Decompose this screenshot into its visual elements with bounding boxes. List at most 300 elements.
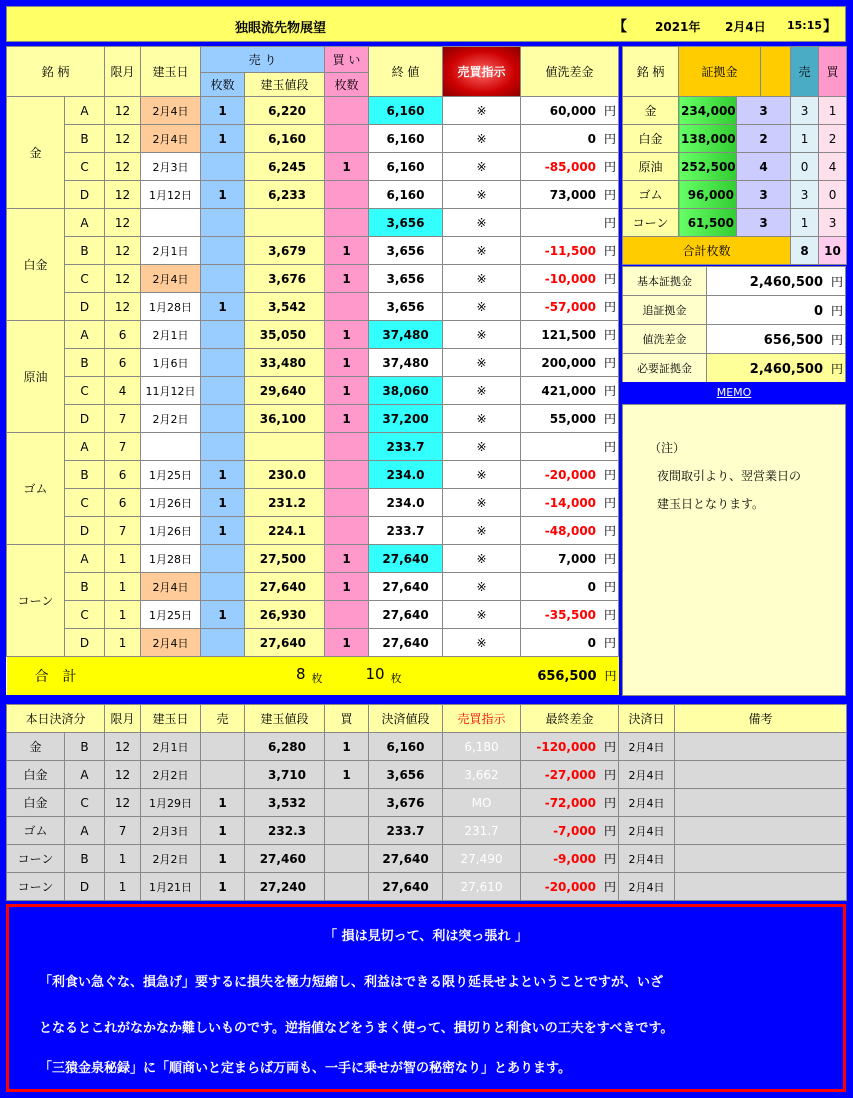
summary-label: 追証拠金 xyxy=(623,296,707,325)
header-year: 2021年 xyxy=(655,20,701,34)
entry-date: 2月1日 xyxy=(141,237,201,265)
position-row xyxy=(7,321,619,349)
position-row xyxy=(7,237,619,265)
position-row xyxy=(7,433,619,461)
trade-instruction: ※ xyxy=(443,209,521,237)
entry-date: 2月1日 xyxy=(141,321,201,349)
close-price: 233.7 xyxy=(369,433,443,461)
settled-commodity: 白金 xyxy=(7,761,65,789)
trade-instruction: ※ xyxy=(443,601,521,629)
entry-price: 230.0 xyxy=(245,461,325,489)
settled-sell-qty xyxy=(201,733,245,761)
settled-sell-qty xyxy=(201,761,245,789)
buy-qty xyxy=(325,125,369,153)
settled-commodity: コーン xyxy=(7,873,65,901)
settled-row xyxy=(7,873,847,901)
position-row xyxy=(7,97,619,125)
buy-qty: 1 xyxy=(325,321,369,349)
yen-unit: 円 xyxy=(830,332,843,347)
close-price: 6,160 xyxy=(369,181,443,209)
settled-entry-date: 2月1日 xyxy=(141,733,201,761)
close-price: 234.0 xyxy=(369,461,443,489)
settled-header-uri: 売 xyxy=(201,705,245,733)
yen-unit: 円 xyxy=(604,104,617,118)
mark-to-market-value: -10,000 xyxy=(544,272,597,286)
header-uri: 売 り xyxy=(201,47,325,73)
mark-to-market xyxy=(521,461,619,489)
settled-header-kessai-nedan: 決済値段 xyxy=(369,705,443,733)
buy-qty xyxy=(325,97,369,125)
sell-qty: 1 xyxy=(201,601,245,629)
settled-key: B xyxy=(65,845,105,873)
mark-to-market xyxy=(521,293,619,321)
position-key: B xyxy=(65,349,105,377)
close-price: 3,656 xyxy=(369,293,443,321)
settled-entry-date: 2月2日 xyxy=(141,845,201,873)
yen-unit: 円 xyxy=(604,188,617,202)
margin-header-kai: 買 xyxy=(819,47,847,97)
mark-to-market-value: 121,500 xyxy=(541,328,597,342)
position-key: D xyxy=(65,629,105,657)
settled-header-saishu: 最終差金 xyxy=(521,705,619,733)
trade-instruction: ※ xyxy=(443,433,521,461)
position-row xyxy=(7,265,619,293)
entry-date: 1月28日 xyxy=(141,545,201,573)
sell-qty xyxy=(201,629,245,657)
settled-header-baibai: 売買指示 xyxy=(443,705,521,733)
trade-instruction: ※ xyxy=(443,321,521,349)
total-diff: 656,500 xyxy=(537,669,597,685)
margin-header-spacer xyxy=(761,47,791,97)
margin-sell: 0 xyxy=(791,153,819,181)
entry-date: 2月4日 xyxy=(141,629,201,657)
position-row xyxy=(7,545,619,573)
margin-sell: 1 xyxy=(791,209,819,237)
trade-instruction: ※ xyxy=(443,461,521,489)
mark-to-market xyxy=(521,405,619,433)
contract-month: 7 xyxy=(105,433,141,461)
sell-qty xyxy=(201,377,245,405)
settled-final-diff xyxy=(521,761,619,789)
settled-header-kai: 買 xyxy=(325,705,369,733)
settled-key: D xyxy=(65,873,105,901)
sell-qty xyxy=(201,349,245,377)
settled-row xyxy=(7,817,847,845)
entry-date: 1月6日 xyxy=(141,349,201,377)
total-sell-unit: 枚 xyxy=(311,672,323,686)
total-sell-qty: 8 xyxy=(295,665,306,684)
entry-price: 3,679 xyxy=(245,237,325,265)
entry-price: 27,640 xyxy=(245,573,325,601)
contract-month: 1 xyxy=(105,629,141,657)
mark-to-market-value: -48,000 xyxy=(544,524,597,538)
position-key: D xyxy=(65,181,105,209)
mark-to-market xyxy=(521,97,619,125)
trade-instruction: ※ xyxy=(443,377,521,405)
buy-qty xyxy=(325,461,369,489)
settled-entry-price: 27,240 xyxy=(245,873,325,901)
mark-to-market xyxy=(521,349,619,377)
mark-to-market xyxy=(521,153,619,181)
margin-summary xyxy=(622,266,846,383)
settled-key: C xyxy=(65,789,105,817)
sell-qty xyxy=(201,433,245,461)
mark-to-market-value: 0 xyxy=(587,132,597,146)
settled-close-price: 3,676 xyxy=(369,789,443,817)
settled-diff-value: -120,000 xyxy=(536,740,597,754)
sell-qty: 1 xyxy=(201,293,245,321)
entry-date: 2月4日 xyxy=(141,125,201,153)
settled-commodity: 金 xyxy=(7,733,65,761)
settled-buy-qty: 1 xyxy=(325,761,369,789)
settled-row xyxy=(7,761,847,789)
close-price: 37,200 xyxy=(369,405,443,433)
position-row xyxy=(7,181,619,209)
margin-total-sell: 8 xyxy=(791,237,819,265)
mark-to-market-value: 200,000 xyxy=(541,356,597,370)
close-price: 6,160 xyxy=(369,125,443,153)
settled-instruction: MO xyxy=(443,789,521,817)
margin-header-shokokin: 証拠金 xyxy=(679,47,761,97)
contract-month: 6 xyxy=(105,321,141,349)
entry-price: 6,220 xyxy=(245,97,325,125)
summary-row xyxy=(623,296,846,325)
commodity-name: 原油 xyxy=(7,321,65,433)
margin-total-buy: 10 xyxy=(819,237,847,265)
position-key: D xyxy=(65,405,105,433)
margin-buy: 2 xyxy=(819,125,847,153)
trade-instruction: ※ xyxy=(443,573,521,601)
yen-unit: 円 xyxy=(604,552,617,566)
header-meigara: 銘 柄 xyxy=(7,47,105,97)
margin-lots: 3 xyxy=(737,181,791,209)
margin-total-label: 合計枚数 xyxy=(623,237,791,265)
contract-month: 7 xyxy=(105,517,141,545)
contract-month: 12 xyxy=(105,209,141,237)
settled-diff-value: -72,000 xyxy=(544,796,597,810)
summary-label: 値洗差金 xyxy=(623,325,707,354)
header-date: 2月4日 xyxy=(725,20,766,34)
settled-buy-qty xyxy=(325,789,369,817)
yen-unit: 円 xyxy=(604,824,617,838)
buy-qty xyxy=(325,433,369,461)
margin-commodity: ゴム xyxy=(623,181,679,209)
position-row xyxy=(7,349,619,377)
entry-date xyxy=(141,433,201,461)
yen-unit: 円 xyxy=(604,669,617,684)
settled-entry-date: 2月2日 xyxy=(141,761,201,789)
yen-unit: 円 xyxy=(604,132,617,146)
trade-instruction: ※ xyxy=(443,153,521,181)
margin-sell: 3 xyxy=(791,97,819,125)
yen-unit: 円 xyxy=(830,361,843,376)
entry-price: 3,676 xyxy=(245,265,325,293)
position-key: C xyxy=(65,265,105,293)
mark-to-market xyxy=(521,545,619,573)
settled-final-diff xyxy=(521,873,619,901)
mark-to-market-value: -20,000 xyxy=(544,468,597,482)
margin-buy: 3 xyxy=(819,209,847,237)
mark-to-market-value: 7,000 xyxy=(558,552,597,566)
close-price: 38,060 xyxy=(369,377,443,405)
yen-unit: 円 xyxy=(830,274,843,289)
margin-lots: 3 xyxy=(737,97,791,125)
trade-instruction: ※ xyxy=(443,349,521,377)
settled-key: A xyxy=(65,817,105,845)
close-price: 37,480 xyxy=(369,349,443,377)
entry-date: 1月25日 xyxy=(141,601,201,629)
settled-diff-value: -9,000 xyxy=(553,852,597,866)
trade-instruction: ※ xyxy=(443,405,521,433)
mark-to-market xyxy=(521,433,619,461)
settled-entry-date: 1月21日 xyxy=(141,873,201,901)
position-key: A xyxy=(65,545,105,573)
yen-unit: 円 xyxy=(604,768,617,782)
yen-unit: 円 xyxy=(604,636,617,650)
settled-entry-price: 27,460 xyxy=(245,845,325,873)
entry-price: 27,640 xyxy=(245,629,325,657)
message-title: 「 損は見切って、利は突っ張れ 」 xyxy=(324,929,528,944)
margin-lots: 4 xyxy=(737,153,791,181)
summary-row xyxy=(623,354,846,383)
settled-date: 2月4日 xyxy=(619,845,675,873)
margin-header-meigara: 銘 柄 xyxy=(623,47,679,97)
settled-final-diff xyxy=(521,817,619,845)
contract-month: 12 xyxy=(105,181,141,209)
commodity-name: コーン xyxy=(7,545,65,657)
mark-to-market-value: 60,000 xyxy=(549,104,597,118)
entry-date: 11月12日 xyxy=(141,377,201,405)
settled-instruction: 27,610 xyxy=(443,873,521,901)
settled-instruction: 3,662 xyxy=(443,761,521,789)
margin-amount: 138,000 xyxy=(679,125,737,153)
entry-price: 6,160 xyxy=(245,125,325,153)
contract-month: 12 xyxy=(105,265,141,293)
yen-unit: 円 xyxy=(604,216,617,230)
mark-to-market-value: -57,000 xyxy=(544,300,597,314)
entry-date: 1月26日 xyxy=(141,489,201,517)
mark-to-market-value: 0 xyxy=(587,580,597,594)
settled-row xyxy=(7,789,847,817)
sell-qty: 1 xyxy=(201,517,245,545)
margin-amount: 234,000 xyxy=(679,97,737,125)
settled-buy-qty xyxy=(325,817,369,845)
commodity-name: 白金 xyxy=(7,209,65,321)
settled-close-price: 27,640 xyxy=(369,845,443,873)
mark-to-market-value: 0 xyxy=(587,636,597,650)
margin-header-uri: 売 xyxy=(791,47,819,97)
settled-commodity: ゴム xyxy=(7,817,65,845)
margin-lots: 3 xyxy=(737,209,791,237)
settled-date: 2月4日 xyxy=(619,733,675,761)
settled-date: 2月4日 xyxy=(619,789,675,817)
trade-instruction: ※ xyxy=(443,97,521,125)
entry-date: 2月3日 xyxy=(141,153,201,181)
yen-unit: 円 xyxy=(604,796,617,810)
position-key: A xyxy=(65,321,105,349)
settled-sell-qty: 1 xyxy=(201,817,245,845)
mark-to-market xyxy=(521,321,619,349)
entry-price: 224.1 xyxy=(245,517,325,545)
summary-value: 2,460,500 xyxy=(749,274,823,290)
settled-sell-qty: 1 xyxy=(201,789,245,817)
close-price: 27,640 xyxy=(369,601,443,629)
settled-month: 12 xyxy=(105,761,141,789)
message-line2: となるとこれがなかなか難しいものです。逆指値などをうまく使って、損切りと利食いの工夫をすべきです。 xyxy=(39,1021,674,1036)
margin-row xyxy=(623,125,847,153)
entry-date: 1月12日 xyxy=(141,181,201,209)
entry-date xyxy=(141,209,201,237)
settled-header-gengetsu: 限月 xyxy=(105,705,141,733)
close-price: 6,160 xyxy=(369,153,443,181)
settled-final-diff xyxy=(521,789,619,817)
header-tate-nedan: 建玉値段 xyxy=(245,73,325,97)
position-row xyxy=(7,153,619,181)
message-line1: 「利食い急ぐな、損急げ」要するに損失を極力短縮し、利益はできる限り延長せよということですが、いざ xyxy=(39,975,664,990)
header-owarine: 終 値 xyxy=(369,47,443,97)
yen-unit: 円 xyxy=(830,303,843,318)
position-key: B xyxy=(65,573,105,601)
settled-instruction: 6,180 xyxy=(443,733,521,761)
settled-close-price: 233.7 xyxy=(369,817,443,845)
settled-remarks xyxy=(675,733,847,761)
entry-price xyxy=(245,433,325,461)
summary-value: 2,460,500 xyxy=(749,361,823,377)
entry-price xyxy=(245,209,325,237)
buy-qty xyxy=(325,181,369,209)
settled-diff-value: -7,000 xyxy=(553,824,597,838)
close-price: 27,640 xyxy=(369,573,443,601)
settled-entry-date: 1月29日 xyxy=(141,789,201,817)
settled-row xyxy=(7,733,847,761)
trade-instruction: ※ xyxy=(443,181,521,209)
sell-qty: 1 xyxy=(201,461,245,489)
mark-to-market-value: -14,000 xyxy=(544,496,597,510)
settled-buy-qty: 1 xyxy=(325,733,369,761)
yen-unit: 円 xyxy=(604,384,617,398)
close-price: 3,656 xyxy=(369,265,443,293)
summary-value: 656,500 xyxy=(763,332,823,348)
header-maisu-sell: 枚数 xyxy=(201,73,245,97)
contract-month: 12 xyxy=(105,237,141,265)
mark-to-market xyxy=(521,601,619,629)
position-key: D xyxy=(65,517,105,545)
yen-unit: 円 xyxy=(604,580,617,594)
yen-unit: 円 xyxy=(604,440,617,454)
entry-price: 6,245 xyxy=(245,153,325,181)
entry-date: 2月4日 xyxy=(141,97,201,125)
commodity-name: ゴム xyxy=(7,433,65,545)
mark-to-market xyxy=(521,489,619,517)
summary-label: 基本証拠金 xyxy=(623,267,707,296)
header-kai: 買 い xyxy=(325,47,369,73)
settled-close-price: 3,656 xyxy=(369,761,443,789)
sell-qty: 1 xyxy=(201,125,245,153)
mark-to-market xyxy=(521,265,619,293)
message-box xyxy=(6,904,846,1092)
position-key: A xyxy=(65,209,105,237)
settled-month: 7 xyxy=(105,817,141,845)
mark-to-market-value: 55,000 xyxy=(549,412,597,426)
margin-amount: 96,000 xyxy=(679,181,737,209)
close-price: 233.7 xyxy=(369,517,443,545)
header-tatebi: 建玉日 xyxy=(141,47,201,97)
position-key: C xyxy=(65,153,105,181)
trade-instruction: ※ xyxy=(443,489,521,517)
close-price: 3,656 xyxy=(369,237,443,265)
trade-instruction: ※ xyxy=(443,629,521,657)
settled-remarks xyxy=(675,873,847,901)
settled-final-diff xyxy=(521,845,619,873)
yen-unit: 円 xyxy=(604,300,617,314)
mark-to-market xyxy=(521,181,619,209)
position-row xyxy=(7,461,619,489)
header-bar xyxy=(6,6,846,42)
sell-qty xyxy=(201,237,245,265)
mark-to-market xyxy=(521,517,619,545)
settled-date: 2月4日 xyxy=(619,817,675,845)
position-key: C xyxy=(65,377,105,405)
total-buy-unit: 枚 xyxy=(390,672,402,686)
contract-month: 12 xyxy=(105,125,141,153)
settled-remarks xyxy=(675,845,847,873)
settled-entry-price: 3,532 xyxy=(245,789,325,817)
mark-to-market-value: -85,000 xyxy=(544,160,597,174)
sell-qty xyxy=(201,265,245,293)
settled-diff-value: -20,000 xyxy=(544,880,597,894)
buy-qty: 1 xyxy=(325,349,369,377)
contract-month: 1 xyxy=(105,573,141,601)
sell-qty xyxy=(201,405,245,433)
entry-price: 27,500 xyxy=(245,545,325,573)
margin-total-row xyxy=(623,237,847,265)
sell-qty: 1 xyxy=(201,97,245,125)
sell-qty: 1 xyxy=(201,489,245,517)
entry-price: 6,233 xyxy=(245,181,325,209)
yen-unit: 円 xyxy=(604,412,617,426)
settled-month: 12 xyxy=(105,789,141,817)
mark-to-market xyxy=(521,377,619,405)
memo-link[interactable]: MEMO xyxy=(716,386,752,399)
margin-row xyxy=(623,153,847,181)
yen-unit: 円 xyxy=(604,244,617,258)
summary-value: 0 xyxy=(813,303,823,319)
settled-table xyxy=(6,704,847,901)
header-maisu-buy: 枚数 xyxy=(325,73,369,97)
sell-qty: 1 xyxy=(201,181,245,209)
margin-commodity: 原油 xyxy=(623,153,679,181)
bracket-right: 】 xyxy=(823,19,837,35)
contract-month: 12 xyxy=(105,97,141,125)
settled-date: 2月4日 xyxy=(619,873,675,901)
total-buy-qty: 10 xyxy=(365,665,385,684)
yen-unit: 円 xyxy=(604,740,617,754)
header-time: 15:15 xyxy=(787,19,823,32)
settled-buy-qty xyxy=(325,873,369,901)
memo-box xyxy=(622,404,846,696)
settled-header-label: 本日決済分 xyxy=(7,705,105,733)
buy-qty: 1 xyxy=(325,405,369,433)
entry-date: 1月26日 xyxy=(141,517,201,545)
close-price: 37,480 xyxy=(369,321,443,349)
margin-buy: 1 xyxy=(819,97,847,125)
summary-row xyxy=(623,267,846,296)
margin-amount: 61,500 xyxy=(679,209,737,237)
close-price: 27,640 xyxy=(369,629,443,657)
mark-to-market-value: -35,500 xyxy=(544,608,597,622)
position-key: B xyxy=(65,237,105,265)
position-key: B xyxy=(65,125,105,153)
